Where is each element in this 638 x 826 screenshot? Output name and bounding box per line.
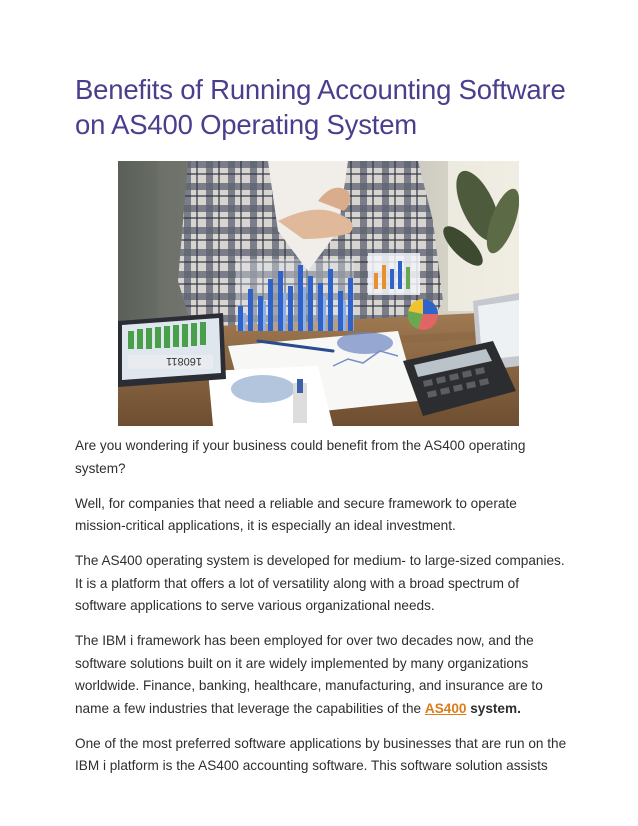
paragraph: The AS400 operating system is developed for medium- to large-sized companies. It is a platform that offers a lot of versatility along with a broad spectrum of software applications to serve various organizational needs. (75, 553, 565, 613)
hero-image (118, 161, 519, 426)
paragraph-text-end: system. (466, 700, 521, 716)
paragraph: Well, for companies that need a reliable and secure framework to operate mission-critical applications, it is especially an ideal investment. (75, 495, 517, 533)
paragraph: One of the most preferred software applications by businesses that are run on the IBM i platform is the AS400 accounting software. This software solution assists (75, 735, 567, 773)
paragraph (75, 630, 570, 720)
laptop-icon (118, 313, 226, 387)
laptop-screen-label: 160811 (166, 355, 202, 367)
as400-link[interactable]: AS400 (424, 700, 467, 716)
article-body (75, 435, 570, 790)
bar-chart-icon (236, 259, 354, 331)
paragraph: Are you wondering if your business could benefit from the AS400 operating system? (75, 438, 526, 476)
paragraph-text: The IBM i framework has been employed for over two decades now, and the software solutions built on it are widely implemented by many organizations worldwide. Finance, banking, healthcare, manufacturing, and insurance are to name a few industries that leverage the capabilities of the (75, 633, 543, 716)
page-title: Benefits of Running Accounting Software on AS400 Operating System (75, 74, 566, 140)
